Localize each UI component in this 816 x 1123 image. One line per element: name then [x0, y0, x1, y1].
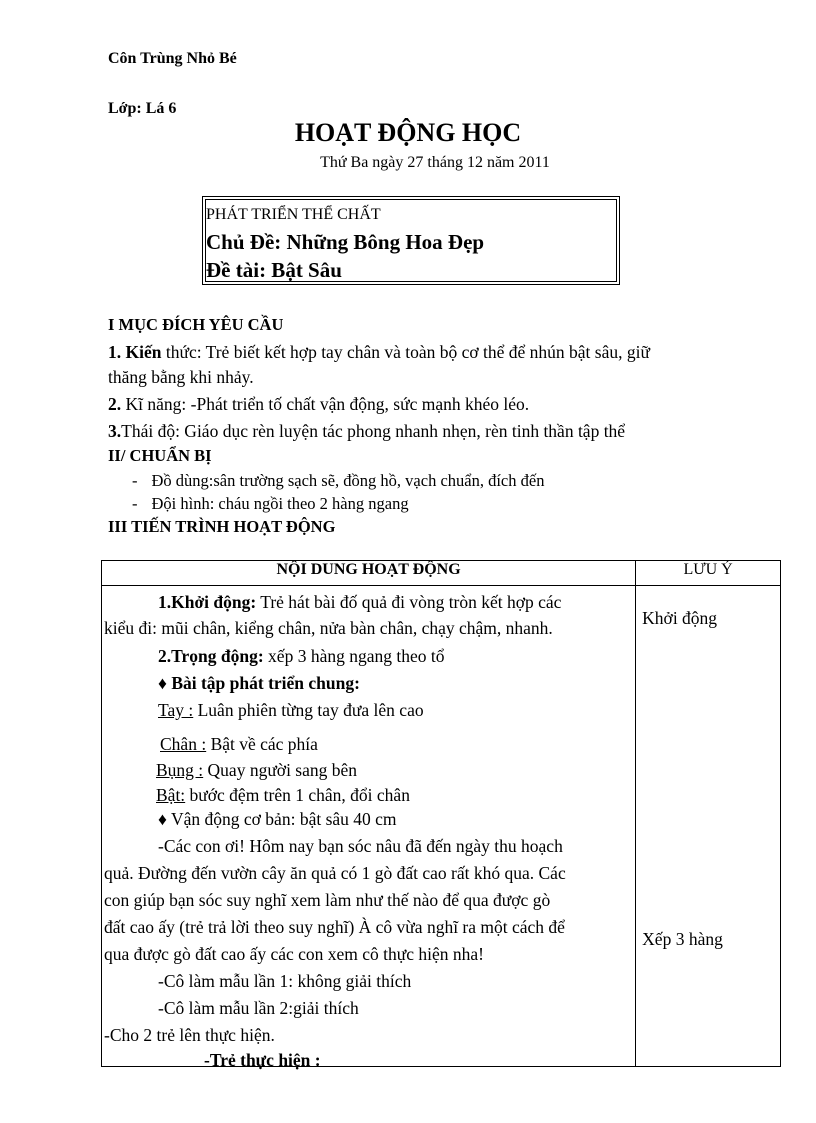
- belly-text: Quay người sang bên: [203, 760, 358, 780]
- leg-label: Chân :: [160, 734, 207, 754]
- story-line: -Các con ơi! Hôm nay bạn sóc nâu đã đến ngày thu hoạch: [158, 836, 563, 856]
- attitude-label: 3.: [108, 421, 122, 441]
- leg-line: [160, 734, 318, 755]
- skill-label: 2.: [108, 394, 122, 414]
- school-name: Côn Trùng Nhỏ Bé: [108, 50, 237, 67]
- bullet-dash: -: [132, 494, 138, 513]
- page-title: HOẠT ĐỘNG HỌC: [294, 118, 522, 147]
- col-content-header: NỘI DUNG HOẠT ĐỘNG: [102, 561, 636, 586]
- arm-line: [158, 700, 424, 721]
- general-exercise-line: [158, 673, 360, 694]
- warmup-line-2: kiểu đi: mũi chân, kiểng chân, nửa bàn chân, chạy chậm, nhanh.: [104, 618, 553, 638]
- warmup-text: Trẻ hát bài đố quả đi vòng tròn kết hợp các: [256, 592, 562, 612]
- leg-text: Bật về các phía: [206, 734, 318, 754]
- note-lineup: Xếp 3 hàng: [642, 929, 723, 949]
- main-line: [158, 646, 444, 667]
- knowledge-label: 1. Kiến: [108, 342, 162, 362]
- story-line: qua được gò đất cao ấy các con xem cô thực hiện nha!: [104, 944, 485, 964]
- prep-item-text: Đồ dùng:sân trường sạch sẽ, đồng hồ, vạch chuẩn, đích đến: [151, 471, 545, 490]
- basic-line: [158, 809, 397, 830]
- story-line: con giúp bạn sóc suy nghĩ xem làm như thế nào để qua được gò: [104, 890, 551, 910]
- two-children-line: -Cho 2 trẻ lên thực hiện.: [104, 1025, 275, 1045]
- bullet-dash: -: [132, 471, 138, 490]
- section3-heading: III TIẾN TRÌNH HOẠT ĐỘNG: [108, 517, 336, 536]
- warmup-line: [158, 592, 561, 613]
- basic-text: bật sâu 40 cm: [295, 809, 397, 829]
- note-cell: [636, 586, 781, 1067]
- subject-label: Đề tài: Bật Sâu: [206, 258, 342, 282]
- main-label: 2.Trọng động:: [158, 646, 264, 666]
- diamond-bullet-icon: ♦: [158, 809, 167, 829]
- basic-label: Vận động cơ bản:: [171, 809, 296, 829]
- knowledge-line-1: [108, 342, 650, 363]
- jump-label: Bật:: [156, 785, 186, 805]
- note-warmup: Khởi động: [642, 608, 718, 628]
- department-label: PHÁT TRIỂN THỂ CHẤT: [206, 206, 381, 223]
- prep-item: [132, 471, 544, 491]
- attitude-text: Thái độ: Giáo dục rèn luyện tác phong nhanh nhẹn, rèn tinh thần tập thể: [121, 421, 626, 441]
- belly-label: Bụng :: [156, 760, 204, 780]
- topic-label: Chủ Đề: Những Bông Hoa Đẹp: [206, 230, 485, 254]
- story-line: quả. Đường đến vườn cây ăn quả có 1 gò đất cao rất khó qua. Các: [104, 863, 566, 883]
- jump-line: [156, 785, 410, 806]
- prep-item: [132, 494, 409, 514]
- arm-text: Luân phiên từng tay đưa lên cao: [193, 700, 424, 720]
- warmup-label: 1.Khởi động:: [158, 592, 257, 612]
- lesson-date: Thứ Ba ngày 27 tháng 12 năm 2011: [320, 154, 550, 171]
- activity-table: [101, 560, 781, 1070]
- skill-text: Kĩ năng: -Phát triển tố chất vận động, sức mạnh khéo léo.: [121, 394, 530, 414]
- col-note-header: LƯU Ý: [636, 561, 781, 586]
- jump-text: bước đệm trên 1 chân, đổi chân: [185, 785, 410, 805]
- knowledge-line-2: thăng bằng khi nhảy.: [108, 367, 254, 387]
- class-name: Lớp: Lá 6: [108, 100, 177, 117]
- prep-item-text: Đội hình: cháu ngồi theo 2 hàng ngang: [151, 494, 409, 513]
- skill-line: [108, 394, 529, 415]
- arm-label: Tay :: [158, 700, 194, 720]
- demo1-line: -Cô làm mẫu lần 1: không giải thích: [158, 971, 412, 991]
- general-exercise-label: Bài tập phát triển chung:: [171, 673, 360, 693]
- section2-heading: II/ CHUẨN BỊ: [108, 446, 212, 465]
- knowledge-text: thức: Trẻ biết kết hợp tay chân và toàn bộ cơ thể để nhún bật sâu, giữ: [161, 342, 650, 362]
- belly-line: [156, 760, 357, 781]
- section1-heading: I MỤC ĐÍCH YÊU CẦU: [108, 315, 284, 334]
- content-cell: [102, 586, 636, 1070]
- main-text: xếp 3 hàng ngang theo tổ: [263, 646, 445, 666]
- diamond-bullet-icon: ♦: [158, 673, 167, 693]
- demo2-line: -Cô làm mẫu lần 2:giải thích: [158, 998, 359, 1018]
- story-line: đất cao ấy (trẻ trả lời theo suy nghĩ) À cô vừa nghĩ ra một cách để: [104, 917, 565, 937]
- attitude-line: [108, 421, 625, 442]
- lesson-title-box: [202, 196, 620, 285]
- children-do-line: -Trẻ thực hiện :: [204, 1050, 321, 1070]
